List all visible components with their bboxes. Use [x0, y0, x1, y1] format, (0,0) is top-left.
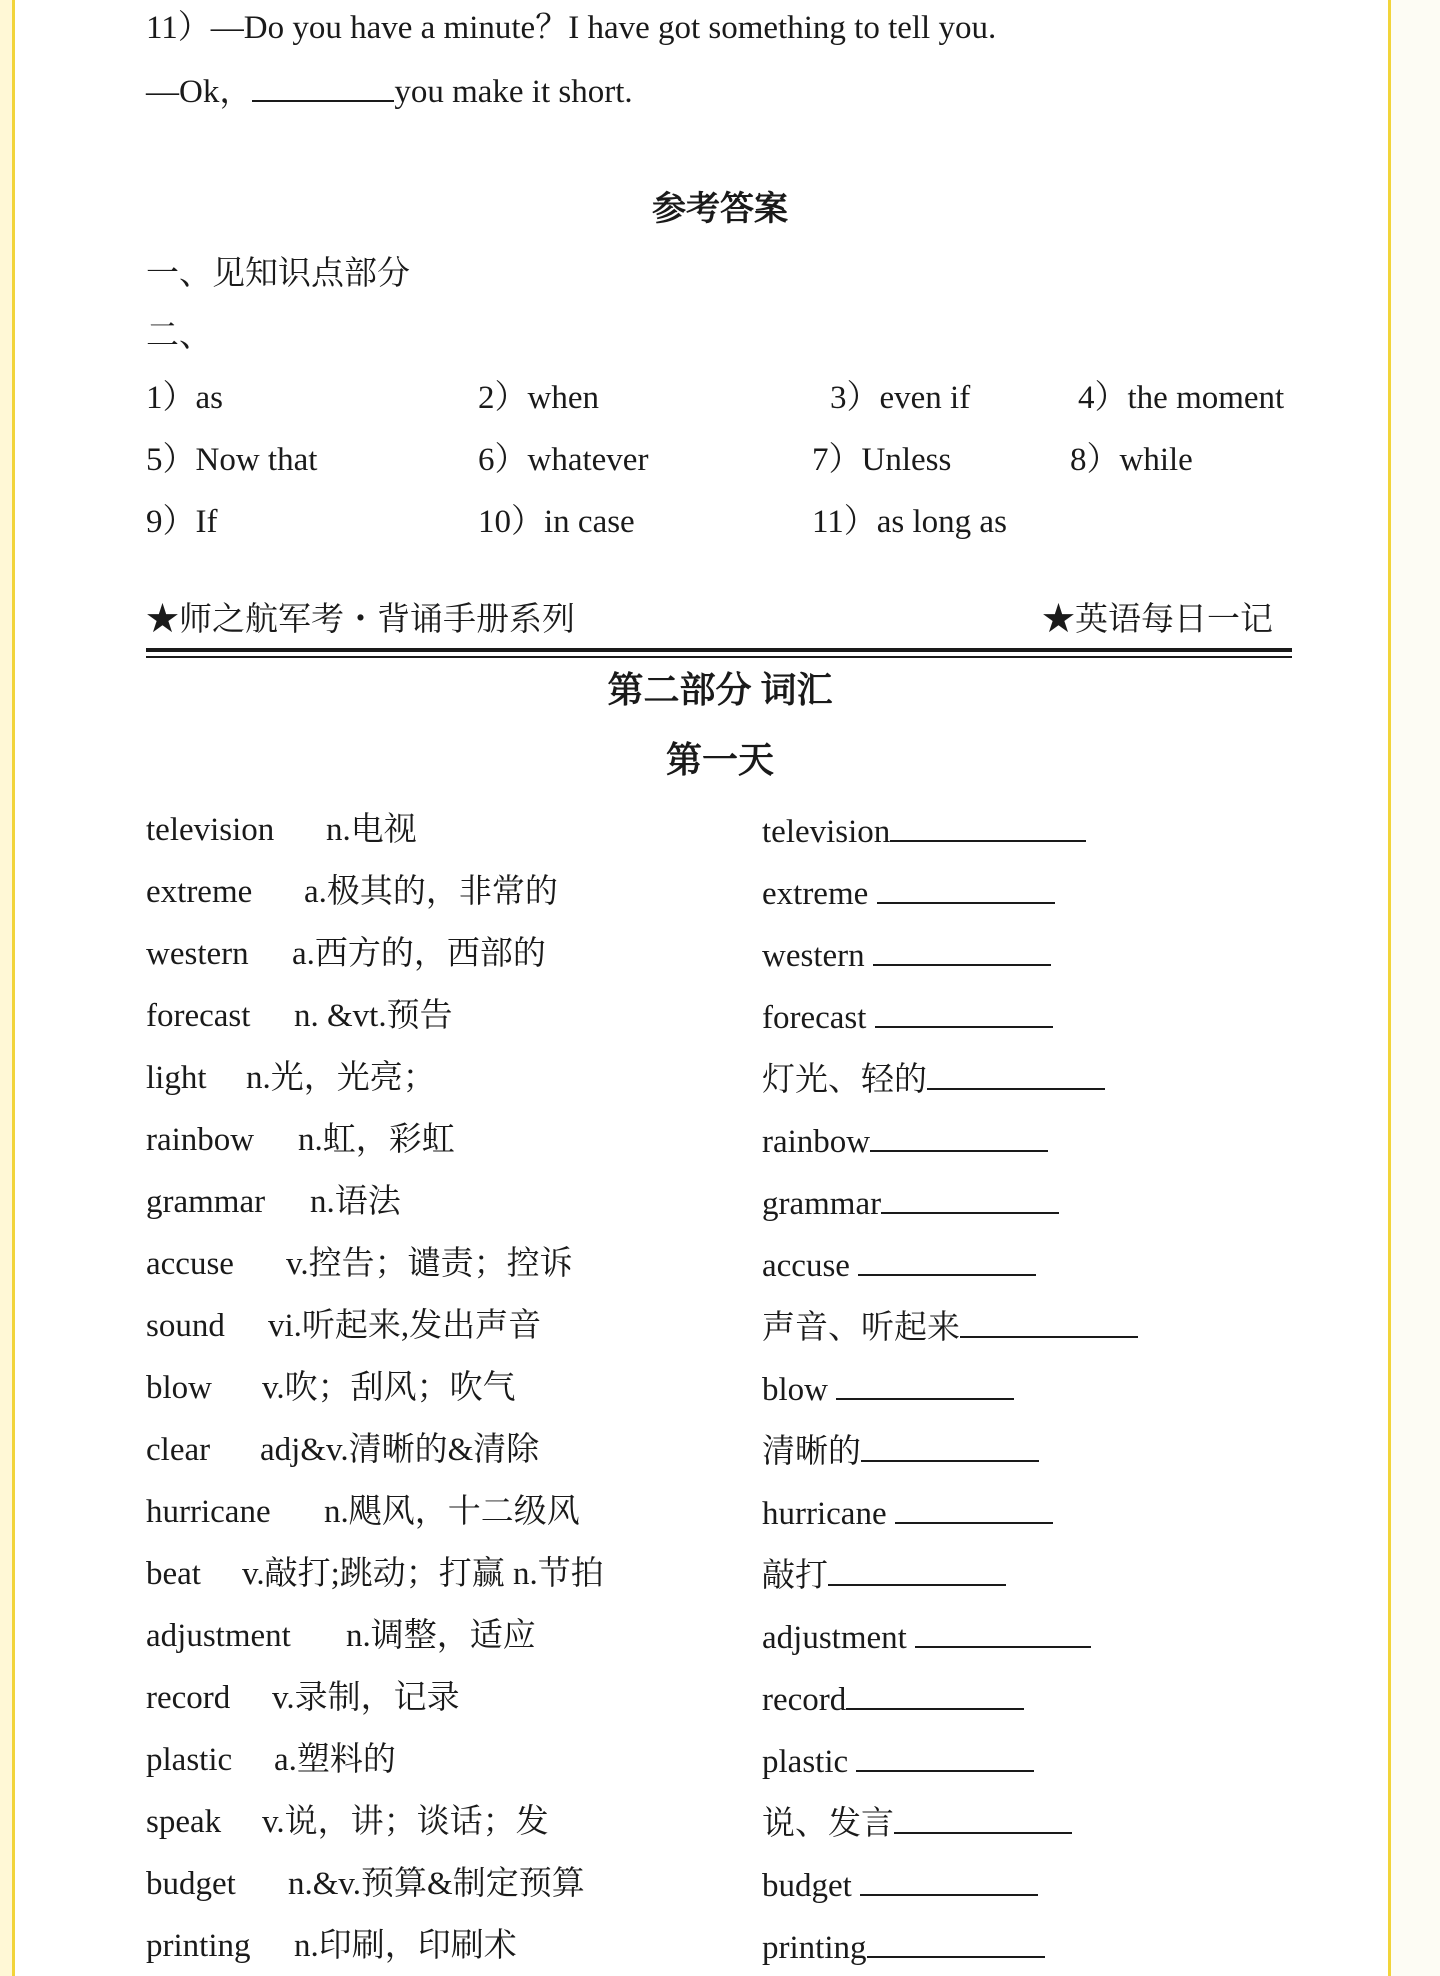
answer-item: 11）as long as — [812, 504, 1007, 540]
header-rule-thin — [146, 656, 1292, 658]
answer-blank[interactable] — [252, 70, 394, 102]
vocab-word: speak — [146, 1804, 222, 1840]
practice-prompt: budget — [762, 1868, 852, 1904]
practice-row — [762, 810, 1086, 852]
vocab-meaning: a.西方的，西部的 — [292, 936, 546, 972]
vocab-word: blow — [146, 1370, 212, 1406]
header-rule-thick — [146, 648, 1292, 652]
practice-row — [762, 1182, 1059, 1224]
practice-blank[interactable] — [860, 1864, 1038, 1896]
answer-item: 3）even if — [830, 380, 971, 416]
practice-prompt: hurricane — [762, 1496, 887, 1532]
vocab-row — [146, 996, 453, 1036]
practice-prompt: 说、发言 — [762, 1806, 894, 1842]
practice-prompt: plastic — [762, 1744, 849, 1780]
practice-row — [762, 872, 1055, 914]
practice-blank[interactable] — [867, 1926, 1045, 1958]
vocab-meaning: vi.听起来,发出声音 — [268, 1308, 542, 1344]
answer-item: 6）whatever — [478, 442, 649, 478]
vocab-meaning: adj&v.清晰的&清除 — [260, 1432, 540, 1468]
practice-blank[interactable] — [894, 1802, 1072, 1834]
practice-blank[interactable] — [861, 1430, 1039, 1462]
series-header-right: ★英语每日一记 — [1042, 602, 1273, 638]
practice-blank[interactable] — [836, 1368, 1014, 1400]
section-title: 第二部分 词汇 — [607, 670, 833, 710]
vocab-meaning: a.塑料的 — [274, 1742, 396, 1778]
practice-prompt: record — [762, 1682, 847, 1718]
vocab-row — [146, 1492, 580, 1532]
vocab-word: printing — [146, 1928, 251, 1964]
answer-item: 10）in case — [478, 504, 635, 540]
practice-blank[interactable] — [960, 1306, 1138, 1338]
vocab-word: adjustment — [146, 1618, 291, 1654]
vocab-row — [146, 1554, 604, 1594]
vocab-row — [146, 1244, 573, 1284]
vocab-word: clear — [146, 1432, 211, 1468]
answer-item: 9）If — [146, 504, 218, 540]
question-11-line1: 11）—Do you have a minute？I have got something to tell you. — [146, 10, 997, 46]
vocab-meaning: v.敲打;跳动；打赢 n.节拍 — [242, 1556, 604, 1592]
vocab-row — [146, 934, 546, 974]
practice-row — [762, 1244, 1036, 1286]
practice-prompt: 灯光、轻的 — [762, 1062, 927, 1098]
vocab-meaning: n.虹，彩虹 — [298, 1122, 455, 1158]
vocab-row — [146, 810, 417, 850]
vocab-word: accuse — [146, 1246, 234, 1282]
practice-blank[interactable] — [858, 1244, 1036, 1276]
answer-item: 8）while — [1070, 442, 1193, 478]
vocab-word: forecast — [146, 998, 251, 1034]
vocab-row — [146, 1120, 455, 1160]
practice-row — [762, 1740, 1034, 1782]
vocab-row — [146, 1740, 396, 1780]
question-11-line2 — [146, 70, 633, 112]
vocab-row — [146, 1616, 536, 1656]
vocab-word: plastic — [146, 1742, 233, 1778]
practice-blank[interactable] — [846, 1678, 1024, 1710]
vocab-row — [146, 1306, 541, 1346]
practice-blank[interactable] — [856, 1740, 1034, 1772]
practice-blank[interactable] — [895, 1492, 1053, 1524]
practice-blank[interactable] — [877, 872, 1055, 904]
day-title: 第一天 — [665, 740, 774, 780]
practice-prompt: blow — [762, 1372, 828, 1408]
answer-item: 5）Now that — [146, 442, 318, 478]
practice-row — [762, 1864, 1038, 1906]
vocab-meaning: n.光，光亮； — [246, 1060, 436, 1096]
vocab-meaning: n.&v.预算&制定预算 — [288, 1866, 585, 1902]
vocab-word: extreme — [146, 874, 253, 910]
practice-row — [762, 1678, 1024, 1720]
vocab-row — [146, 1678, 460, 1718]
practice-row — [762, 934, 1051, 976]
vocab-word: light — [146, 1060, 207, 1096]
practice-row — [762, 1616, 1091, 1658]
vocab-row — [146, 1926, 517, 1966]
series-header-left: ★师之航军考・背诵手册系列 — [146, 602, 575, 638]
practice-row — [762, 1058, 1105, 1100]
question-11-suffix: you make it short. — [394, 74, 633, 110]
vocab-row — [146, 872, 558, 912]
vocab-row — [146, 1864, 585, 1904]
vocab-row — [146, 1430, 539, 1470]
practice-blank[interactable] — [873, 934, 1051, 966]
vocab-word: western — [146, 936, 249, 972]
vocab-meaning: v.录制，记录 — [272, 1680, 460, 1716]
answer-item: 4）the moment — [1078, 380, 1285, 416]
vocab-meaning: v.控告；谴责；控诉 — [286, 1246, 573, 1282]
practice-blank[interactable] — [915, 1616, 1091, 1648]
vocab-meaning: n.语法 — [310, 1184, 401, 1220]
vocab-row — [146, 1368, 516, 1408]
practice-prompt: printing — [762, 1930, 867, 1966]
vocab-row — [146, 1802, 549, 1842]
answers-part2: 二、 — [146, 318, 212, 354]
practice-blank[interactable] — [890, 810, 1086, 842]
practice-prompt: accuse — [762, 1248, 850, 1284]
practice-row — [762, 1492, 1053, 1534]
practice-prompt: western — [762, 938, 865, 974]
answer-item: 1）as — [146, 380, 223, 416]
vocab-word: hurricane — [146, 1494, 271, 1530]
practice-prompt: rainbow — [762, 1124, 871, 1160]
practice-row — [762, 996, 1053, 1038]
question-11-prefix: —Ok， — [146, 74, 253, 110]
practice-prompt: television — [762, 814, 891, 850]
practice-blank[interactable] — [870, 1120, 1048, 1152]
practice-prompt: adjustment — [762, 1620, 907, 1656]
practice-prompt: 敲打 — [762, 1558, 828, 1594]
vocab-meaning: n.调整，适应 — [346, 1618, 536, 1654]
vocab-word: grammar — [146, 1184, 266, 1220]
vocab-word: rainbow — [146, 1122, 255, 1158]
answers-part1: 一、见知识点部分 — [146, 256, 410, 292]
vocab-word: sound — [146, 1308, 225, 1344]
practice-blank[interactable] — [881, 1182, 1059, 1214]
vocab-meaning: n. &vt.预告 — [294, 998, 453, 1034]
vocab-meaning: n.电视 — [326, 812, 417, 848]
vocab-meaning: v.说，讲；谈话；发 — [262, 1804, 549, 1840]
practice-row — [762, 1306, 1138, 1348]
vocab-meaning: v.吹；刮风；吹气 — [262, 1370, 516, 1406]
practice-blank[interactable] — [927, 1058, 1105, 1090]
practice-prompt: 清晰的 — [762, 1434, 861, 1470]
answer-item: 7）Unless — [812, 442, 952, 478]
practice-prompt: 声音、听起来 — [762, 1310, 960, 1346]
vocab-word: budget — [146, 1866, 236, 1902]
answers-title: 参考答案 — [652, 191, 788, 228]
vocab-meaning: a.极其的，非常的 — [304, 874, 558, 910]
practice-row — [762, 1926, 1045, 1968]
practice-row — [762, 1120, 1048, 1162]
vocab-meaning: n.飓风，十二级风 — [324, 1494, 580, 1530]
practice-row — [762, 1430, 1039, 1472]
practice-prompt: grammar — [762, 1186, 882, 1222]
practice-blank[interactable] — [875, 996, 1053, 1028]
practice-row — [762, 1368, 1014, 1410]
practice-row — [762, 1802, 1072, 1844]
practice-row — [762, 1554, 1006, 1596]
practice-prompt: forecast — [762, 1000, 867, 1036]
vocab-meaning: n.印刷，印刷术 — [294, 1928, 517, 1964]
answer-item: 2）when — [478, 380, 599, 416]
vocab-row — [146, 1058, 436, 1098]
practice-prompt: extreme — [762, 876, 869, 912]
practice-blank[interactable] — [828, 1554, 1006, 1586]
vocab-word: television — [146, 812, 275, 848]
vocab-row — [146, 1182, 401, 1222]
vocab-word: beat — [146, 1556, 201, 1592]
vocab-word: record — [146, 1680, 231, 1716]
